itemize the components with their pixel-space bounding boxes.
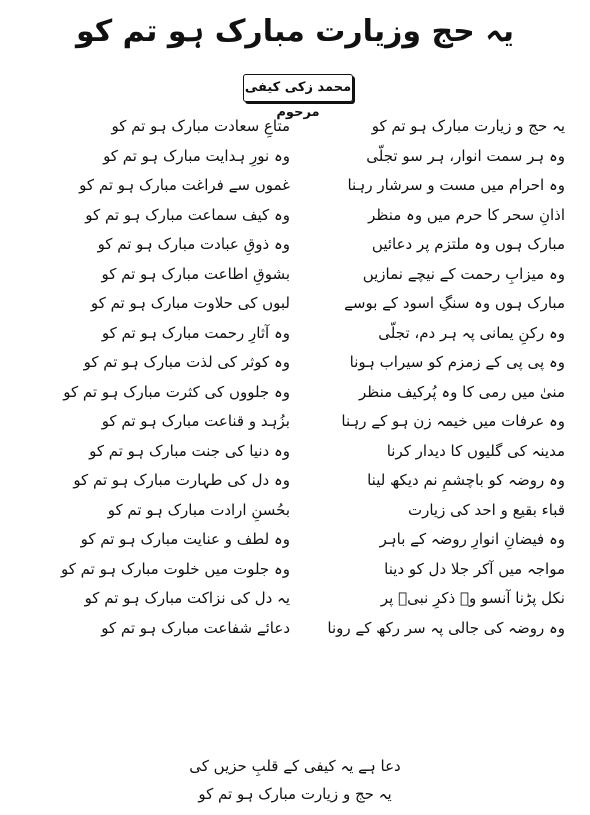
first-hemistich: وہ روضہ کو باچشمِ نم دیکھ لینا xyxy=(367,471,565,489)
second-hemistich: وہ آثارِ رحمت مبارک ہو تم کو xyxy=(101,323,290,342)
couplet-row xyxy=(30,466,565,496)
first-hemistich: مواجہ میں آکر جلا دل کو دینا xyxy=(384,559,565,578)
couplet-row xyxy=(30,319,565,349)
couplet-list xyxy=(30,112,565,643)
first-hemistich: مدینہ کی گلیوں کا دیدار کرنا xyxy=(386,441,565,460)
second-hemistich: وہ کیف سماعت مبارک ہو تم کو xyxy=(85,205,290,224)
second-hemistich: متاعِ سعادت مبارک ہو تم کو xyxy=(111,117,290,135)
couplet-row xyxy=(30,614,565,644)
couplet-row xyxy=(30,437,565,467)
second-hemistich: وہ دنیا کی جنت مبارک ہو تم کو xyxy=(89,441,290,460)
couplet-row xyxy=(30,260,565,290)
author-box xyxy=(243,74,353,120)
first-hemistich: وہ احرام میں مست و سرشار رہنا xyxy=(347,176,565,194)
couplet-row xyxy=(30,584,565,614)
second-hemistich: وہ ذوقِ عبادت مبارک ہو تم کو xyxy=(97,235,290,253)
second-hemistich: وہ جلووں کی کثرت مبارک ہو تم کو xyxy=(63,382,290,401)
couplet-row xyxy=(30,230,565,260)
second-hemistich: وہ جلوت میں خلوت مبارک ہو تم کو xyxy=(61,559,290,578)
second-hemistich: دعائے شفاعت مبارک ہو تم کو xyxy=(101,618,290,637)
first-hemistich: وہ روضہ کی جالی پہ سر رکھ کے رونا xyxy=(327,618,565,637)
second-hemistich: وہ لطف و عنایت مبارک ہو تم کو xyxy=(80,530,290,548)
couplet-row xyxy=(30,289,565,319)
second-hemistich: وہ دل کی طہارت مبارک ہو تم کو xyxy=(73,471,290,489)
couplet-row xyxy=(30,201,565,231)
second-hemistich: بزُہد و قناعت مبارک ہو تم کو xyxy=(101,412,290,430)
first-hemistich: وہ میزابِ رحمت کے نیچے نمازیں xyxy=(362,264,565,283)
couplet-row xyxy=(30,348,565,378)
first-hemistich: وہ پی پی کے زمزم کو سیراب ہونا xyxy=(349,353,565,371)
couplet-row xyxy=(30,171,565,201)
couplet-row xyxy=(30,378,565,408)
closing-line-1: دعا ہے یہ کیفی کے قلبِ حزیں کی xyxy=(189,757,401,775)
closing-line-2: یہ حج و زیارت مبارک ہو تم کو xyxy=(198,785,392,803)
first-hemistich: قباء بقیع و احد کی زیارت xyxy=(408,500,565,519)
couplet-row xyxy=(30,555,565,585)
couplet-row xyxy=(30,525,565,555)
first-hemistich: وہ فیضانِ انوارِ روضہ کے باہر xyxy=(379,530,565,548)
couplet-row xyxy=(30,142,565,172)
second-hemistich: لبوں کی حلاوت مبارک ہو تم کو xyxy=(90,294,290,312)
second-hemistich: بشوقِ اطاعت مبارک ہو تم کو xyxy=(101,264,290,283)
couplet-row xyxy=(30,407,565,437)
closing-couplet xyxy=(0,752,590,808)
first-hemistich: منیٰ میں رمی کا وہ پُرکیف منظر xyxy=(359,382,565,401)
second-hemistich: وہ نورِ ہدایت مبارک ہو تم کو xyxy=(103,146,290,165)
second-hemistich: بحُسنِ ارادت مبارک ہو تم کو xyxy=(107,500,290,519)
couplet-row xyxy=(30,496,565,526)
poem-title: یہ حج وزیارت مبارک ہو تم کو xyxy=(75,14,515,49)
second-hemistich: غموں سے فراغت مبارک ہو تم کو xyxy=(79,176,290,194)
first-hemistich: مبارک ہوں وہ ملتزم پر دعائیں xyxy=(371,235,565,253)
author-name: محمد زکی کیفی مرحوم xyxy=(244,80,352,120)
first-hemistich: وہ رکنِ یمانی پہ ہر دم، تجلّی xyxy=(378,323,565,342)
first-hemistich: مبارک ہوں وہ سنگِ اسود کے بوسے xyxy=(344,294,565,312)
first-hemistich: نکل پڑنا آنسو وہ ذکرِ نبیؐ پر xyxy=(380,589,565,607)
first-hemistich: وہ ہر سمت انوار، ہر سو تجلّی xyxy=(366,146,565,165)
second-hemistich: یہ دل کی نزاکت مبارک ہو تم کو xyxy=(84,589,290,607)
second-hemistich: وہ کوثر کی لذت مبارک ہو تم کو xyxy=(83,353,290,371)
couplet-row xyxy=(30,112,565,142)
first-hemistich: وہ عرفات میں خیمہ زن ہو کے رہنا xyxy=(341,412,565,430)
first-hemistich: اذانِ سحر کا حرم میں وہ منظر xyxy=(368,205,565,224)
first-hemistich: یہ حج و زیارت مبارک ہو تم کو xyxy=(371,117,565,135)
